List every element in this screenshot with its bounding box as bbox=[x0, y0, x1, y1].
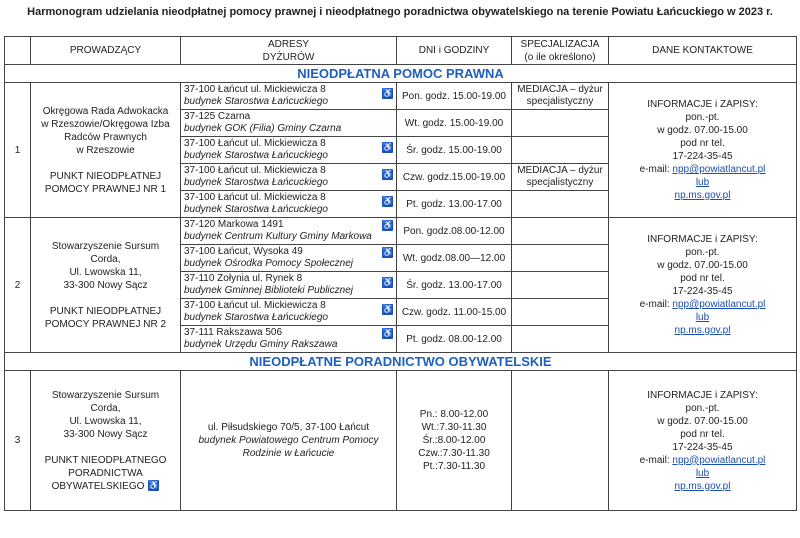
spec-cell bbox=[512, 191, 609, 218]
day-line: Śr.:8.00-12.00 bbox=[422, 435, 486, 446]
wheelchair-icon: ♿ bbox=[382, 277, 394, 287]
day-line: Pn.: 8.00-12.00 bbox=[419, 409, 489, 420]
contact-line: pod nr tel. bbox=[680, 428, 725, 440]
building-line: budynek Urzędu Gminy Rakszawa bbox=[184, 339, 338, 350]
lub-link[interactable]: lub bbox=[695, 467, 710, 479]
phone-number: 17-224-35-45 bbox=[672, 441, 733, 453]
wheelchair-icon: ♿ bbox=[382, 142, 394, 152]
contact-line: pod nr tel. bbox=[680, 273, 725, 284]
day-line: Pt.:7.30-11.30 bbox=[422, 461, 486, 472]
address-cell bbox=[181, 110, 397, 137]
section-title: NIEODPŁATNA POMOC PRAWNA bbox=[5, 65, 797, 83]
email-label: e-mail: bbox=[639, 454, 673, 466]
spec-cell bbox=[512, 272, 609, 299]
email-link[interactable]: npp@powiatlancut.pl bbox=[672, 299, 766, 310]
section-row-legal-aid bbox=[5, 65, 797, 83]
table-row bbox=[5, 371, 797, 511]
contact-line: pon.-pt. bbox=[685, 402, 720, 414]
spec-cell bbox=[512, 137, 609, 164]
days-cell: Czw. godz.15.00-19.00 bbox=[397, 164, 512, 191]
wheelchair-icon: ♿ bbox=[382, 88, 394, 98]
wheelchair-icon: ♿ bbox=[382, 220, 394, 230]
provider-line: 33-300 Nowy Sącz bbox=[63, 428, 148, 440]
provider-line: PUNKT NIEODPŁATNEJ bbox=[49, 170, 162, 182]
address-line: 37-111 Rakszawa 506 bbox=[184, 327, 283, 338]
address-line: 37-100 Łańcut, Wysoka 49 bbox=[184, 246, 303, 257]
days-cell: Wt. godz.08.00—12.00 bbox=[397, 245, 512, 272]
days-cell: Śr. godz. 15.00-19.00 bbox=[397, 137, 512, 164]
header-addresses-line2: DYŻURÓW bbox=[262, 51, 315, 63]
provider-line: Ul. Lwowska 11, bbox=[69, 266, 142, 278]
spec-cell bbox=[512, 218, 609, 245]
wheelchair-icon: ♿ bbox=[382, 328, 394, 338]
provider-line: PUNKT NIEODPŁATNEJ bbox=[49, 305, 162, 317]
days-cell: Wt. godz. 15.00-19.00 bbox=[397, 110, 512, 137]
row-number: 1 bbox=[5, 83, 31, 218]
table-row bbox=[5, 218, 797, 245]
contact-line: pon.-pt. bbox=[685, 112, 720, 123]
day-line: Czw.:7.30-11.30 bbox=[418, 448, 490, 459]
spec-cell bbox=[512, 371, 609, 511]
section-row-civic-advice bbox=[5, 353, 797, 371]
spec-line: specjalistyczny bbox=[526, 177, 594, 188]
spec-cell bbox=[512, 110, 609, 137]
email-link[interactable]: npp@powiatlancut.pl bbox=[672, 164, 766, 175]
days-cell: Czw. godz. 11.00-15.00 bbox=[397, 299, 512, 326]
provider-line: Stowarzyszenie Sursum bbox=[51, 389, 160, 401]
header-specialization bbox=[512, 37, 609, 65]
email-link[interactable]: npp@powiatlancut.pl bbox=[672, 454, 766, 466]
email-label: e-mail: bbox=[639, 299, 673, 310]
website-link[interactable]: np.ms.gov.pl bbox=[674, 325, 731, 336]
header-row bbox=[5, 37, 797, 65]
wheelchair-icon: ♿ bbox=[148, 480, 160, 491]
provider-line: Okręgowa Rada Adwokacka bbox=[42, 105, 169, 117]
building-line: budynek Starostwa Łańcuckiego bbox=[184, 150, 328, 161]
day-line: Wt.:7.30-11.30 bbox=[421, 422, 487, 433]
table-row bbox=[5, 83, 797, 110]
contact-cell bbox=[609, 371, 797, 511]
provider-line: Stowarzyszenie Sursum bbox=[51, 240, 160, 252]
contact-line: pod nr tel. bbox=[680, 138, 725, 149]
spec-cell bbox=[512, 245, 609, 272]
building-line: budynek Ośrodka Pomocy Społecznej bbox=[184, 258, 353, 269]
contact-heading: INFORMACJE i ZAPISY: bbox=[647, 234, 758, 245]
contact-heading: INFORMACJE i ZAPISY: bbox=[647, 99, 758, 110]
section-title: NIEODPŁATNE PORADNICTWO OBYWATELSKIE bbox=[5, 353, 797, 371]
spec-cell bbox=[512, 164, 609, 191]
contact-line: pon.-pt. bbox=[685, 247, 720, 258]
days-cell: Pt. godz. 08.00-12.00 bbox=[397, 326, 512, 353]
provider-line: w Rzeszowie/Okręgowa Izba bbox=[41, 118, 170, 130]
contact-line: w godz. 07.00-15.00 bbox=[657, 415, 748, 427]
schedule-table bbox=[4, 36, 797, 511]
building-line: budynek Starostwa Łańcuckiego bbox=[184, 96, 328, 107]
phone-number: 17-224-35-45 bbox=[672, 151, 733, 162]
address-line: 37-100 Łańcut ul. Mickiewicza 8 bbox=[184, 192, 326, 203]
website-link[interactable]: np.ms.gov.pl bbox=[674, 190, 731, 201]
provider-line: POMOCY PRAWNEJ NR 2 bbox=[44, 318, 167, 330]
spec-line: MEDIACJA – dyżur bbox=[517, 84, 603, 95]
provider-line: Ul. Lwowska 11, bbox=[69, 415, 142, 427]
provider-cell bbox=[31, 83, 181, 218]
address-line: 37-110 Żołynia ul. Rynek 8 bbox=[184, 273, 303, 284]
spec-cell bbox=[512, 326, 609, 353]
address-cell bbox=[181, 272, 397, 299]
address-line: 37-100 Łańcut ul. Mickiewicza 8 bbox=[184, 165, 326, 176]
spec-cell bbox=[512, 299, 609, 326]
provider-cell bbox=[31, 218, 181, 353]
header-contact: DANE KONTAKTOWE bbox=[609, 37, 797, 65]
provider-line: w Rzeszowie bbox=[76, 144, 135, 156]
provider-line: POMOCY PRAWNEJ NR 1 bbox=[44, 183, 167, 195]
days-cell: Pon. godz. 15.00-19.00 bbox=[397, 83, 512, 110]
days-cell: Pon. godz.08.00-12.00 bbox=[397, 218, 512, 245]
spec-cell bbox=[512, 83, 609, 110]
provider-line: PUNKT NIEODPŁATNEGO bbox=[44, 454, 167, 466]
header-days-hours: DNI i GODZINY bbox=[397, 37, 512, 65]
spec-line: specjalistyczny bbox=[526, 96, 594, 107]
lub-link[interactable]: lub bbox=[695, 312, 710, 323]
provider-line: Radców Prawnych bbox=[64, 131, 147, 143]
website-link[interactable]: np.ms.gov.pl bbox=[674, 480, 731, 492]
building-line: budynek Starostwa Łańcuckiego bbox=[184, 312, 328, 323]
address-cell bbox=[181, 164, 397, 191]
provider-line: OBYWATELSKIEGO bbox=[51, 480, 145, 492]
header-spec-line2: (o ile określono) bbox=[524, 51, 596, 63]
lub-link[interactable]: lub bbox=[695, 177, 710, 188]
building-line: budynek Starostwa Łańcuckiego bbox=[184, 177, 328, 188]
address-cell bbox=[181, 218, 397, 245]
contact-line: w godz. 07.00-15.00 bbox=[657, 125, 748, 136]
header-num bbox=[5, 37, 31, 65]
days-cell: Śr. godz. 13.00-17.00 bbox=[397, 272, 512, 299]
header-spec-line1: SPECJALIZACJA bbox=[520, 38, 600, 50]
address-cell bbox=[181, 245, 397, 272]
building-line: budynek Gminnej Biblioteki Publicznej bbox=[184, 285, 353, 296]
address-cell bbox=[181, 83, 397, 110]
wheelchair-icon: ♿ bbox=[382, 247, 394, 257]
address-cell bbox=[181, 326, 397, 353]
header-addresses bbox=[181, 37, 397, 65]
contact-heading: INFORMACJE i ZAPISY: bbox=[647, 389, 758, 401]
building-line: Rodzinie w Łańcucie bbox=[242, 448, 335, 459]
provider-line: Corda, bbox=[90, 253, 121, 265]
contact-line: w godz. 07.00-15.00 bbox=[657, 260, 748, 271]
building-line: budynek Starostwa Łańcuckiego bbox=[184, 204, 328, 215]
provider-cell bbox=[31, 371, 181, 511]
building-line: budynek Powiatowego Centrum Pomocy bbox=[198, 435, 379, 446]
wheelchair-icon: ♿ bbox=[382, 196, 394, 206]
address-line: 37-100 Łańcut ul. Mickiewicza 8 bbox=[184, 300, 326, 311]
address-line: 37-120 Markowa 1491 bbox=[184, 219, 284, 230]
address-cell bbox=[181, 191, 397, 218]
address-line: 37-100 Łańcut ul. Mickiewicza 8 bbox=[184, 138, 326, 149]
header-provider: PROWADZĄCY bbox=[31, 37, 181, 65]
contact-cell bbox=[609, 83, 797, 218]
phone-number: 17-224-35-45 bbox=[672, 286, 733, 297]
building-line: budynek Centrum Kultury Gminy Markowa bbox=[184, 231, 372, 242]
address-line: 37-100 Łańcut ul. Mickiewicza 8 bbox=[184, 84, 326, 95]
row-number: 2 bbox=[5, 218, 31, 353]
provider-line: 33-300 Nowy Sącz bbox=[63, 279, 148, 291]
contact-cell bbox=[609, 218, 797, 353]
header-addresses-line1: ADRESY bbox=[267, 38, 310, 50]
spec-line: MEDIACJA – dyżur bbox=[517, 165, 603, 176]
days-cell bbox=[397, 371, 512, 511]
address-cell bbox=[181, 299, 397, 326]
row-number: 3 bbox=[5, 371, 31, 511]
address-line: ul. Piłsudskiego 70/5, 37-100 Łańcut bbox=[207, 422, 370, 433]
provider-line: PORADNICTWA bbox=[68, 467, 143, 479]
page-title: Harmonogram udzielania nieodpłatnej pomocy prawnej i nieodpłatnego poradnictwa obywatelskiego na terenie Powiatu Łańcuckiego w 2023 r. bbox=[27, 6, 773, 18]
building-line: budynek GOK (Filia) Gminy Czarna bbox=[184, 123, 342, 134]
wheelchair-icon: ♿ bbox=[382, 304, 394, 314]
wheelchair-icon: ♿ bbox=[382, 169, 394, 179]
days-cell: Pt. godz. 13.00-17.00 bbox=[397, 191, 512, 218]
address-line: 37-125 Czarna bbox=[184, 111, 251, 122]
provider-line: Corda, bbox=[90, 402, 121, 414]
email-label: e-mail: bbox=[639, 164, 673, 175]
address-cell bbox=[181, 371, 397, 511]
address-cell bbox=[181, 137, 397, 164]
